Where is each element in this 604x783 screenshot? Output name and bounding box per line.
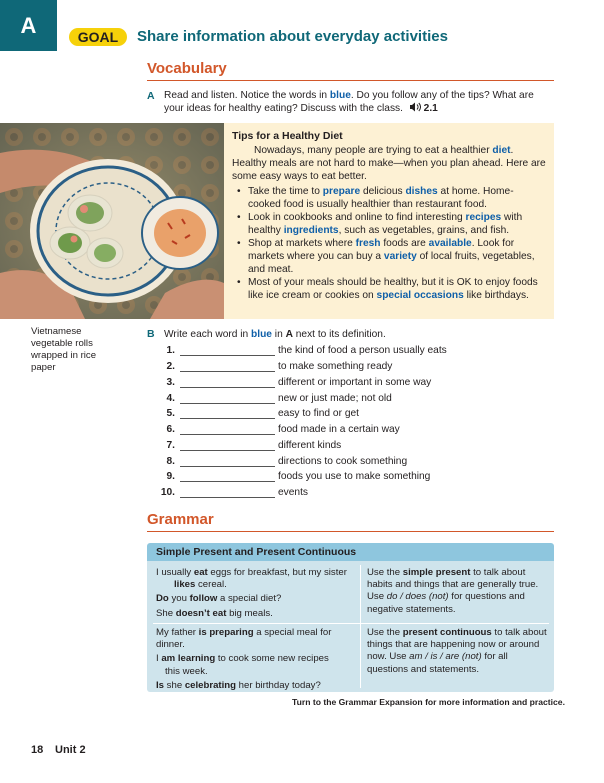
definition-row: 3. different or important in some way <box>166 377 432 388</box>
tips-intro: Nowadays, many people are trying to eat a healthier diet. Healthy meals are not hard to make—when you plan ahead. Here are some easy ways to eat better. <box>232 145 546 182</box>
exercise-a-instructions: Read and listen. Notice the words in blue. Do you follow any of the tips? What are your ideas for healthy eating? Discuss with the class. 2.1 <box>164 90 534 114</box>
exercise-a-label: A <box>147 90 155 102</box>
answer-blank[interactable] <box>180 403 275 404</box>
vocabulary-title: Vocabulary <box>147 60 227 77</box>
grammar-box-title: Simple Present and Present Continuous <box>147 543 554 561</box>
vegetable-rolls-photo <box>0 123 224 319</box>
grammar-expansion-note: Turn to the Grammar Expansion for more information and practice. <box>292 697 565 707</box>
tips-title: Tips for a Healthy Diet <box>232 130 343 142</box>
answer-blank[interactable] <box>180 387 275 388</box>
grammar-title: Grammar <box>147 511 214 528</box>
grammar-divider-vertical <box>360 565 361 688</box>
tip-item: • Look in cookbooks and online to find interesting recipes with healthy ingredients, such as vegetables, grains, and fish. <box>232 211 546 237</box>
grammar-rule-present-continuous: Use the present continuous to talk about things that are happening now or around now. Use am / is / are (not) for all questions and statements. <box>367 627 547 675</box>
vocabulary-rule <box>147 80 554 81</box>
grammar-rule <box>147 531 554 532</box>
page-number: 18 <box>31 744 44 756</box>
answer-blank[interactable] <box>180 434 275 435</box>
answer-blank[interactable] <box>180 371 275 372</box>
goal-badge: GOAL <box>69 28 127 46</box>
grammar-examples-present-continuous: My father is preparing a special meal for dinner. I am learning to cook some new recipes this week. Is she celebrating her birthday today? <box>156 627 332 691</box>
unit-label: Unit 2 <box>55 744 86 756</box>
tips-list <box>232 185 546 302</box>
grammar-rule-simple-present: Use the simple present to talk about habits and things that are generally true. Use do / does (not) for questions and negative statements. <box>367 567 539 615</box>
answer-blank[interactable] <box>180 418 275 419</box>
definition-row: 4. new or just made; not old <box>166 393 392 404</box>
definition-row: 5. easy to find or get <box>166 408 359 419</box>
definition-row: 2. to make something ready <box>166 361 393 372</box>
definition-row: 1. the kind of food a person usually eats <box>166 345 447 356</box>
definition-row: 8. directions to cook something <box>166 456 408 467</box>
goal-text: Share information about everyday activities <box>137 28 448 45</box>
definition-row: 6. food made in a certain way <box>166 424 400 435</box>
definition-row: 7. different kinds <box>166 440 342 451</box>
exercise-b-instructions: Write each word in blue in A next to its definition. <box>164 329 386 340</box>
audio-track-number: 2.1 <box>423 103 438 114</box>
answer-blank[interactable] <box>180 450 275 451</box>
definition-row: 9. foods you use to make something <box>166 471 431 482</box>
answer-blank[interactable] <box>180 481 275 482</box>
tip-item: • Take the time to prepare delicious dishes at home. Home-cooked food is usually healthier than restaurant food. <box>232 185 546 211</box>
definition-row: 10. events <box>160 487 309 498</box>
answer-blank[interactable] <box>180 466 275 467</box>
grammar-table <box>147 543 554 692</box>
grammar-divider-horizontal <box>153 623 549 624</box>
answer-blank[interactable] <box>180 355 275 356</box>
exercise-b-label: B <box>147 328 155 340</box>
photo-caption: Vietnamese vegetable rolls wrapped in rice paper <box>31 326 97 373</box>
audio-icon[interactable] <box>409 102 421 116</box>
tip-item: • Shop at markets where fresh foods are available. Look for markets where you can buy a variety of local fruits, vegetables, and meat. <box>232 237 546 276</box>
tip-item: • Most of your meals should be healthy, but it is OK to enjoy foods like ice cream or cookies on special occasions like birthdays. <box>232 276 546 302</box>
unit-letter-tab: A <box>0 0 57 51</box>
tips-reading-box <box>224 123 554 319</box>
answer-blank[interactable] <box>180 497 275 498</box>
grammar-examples-simple-present: I usually eat eggs for breakfast, but my sister likes cereal. Do you follow a special diet? She doesn’t eat big meals. <box>156 567 347 619</box>
